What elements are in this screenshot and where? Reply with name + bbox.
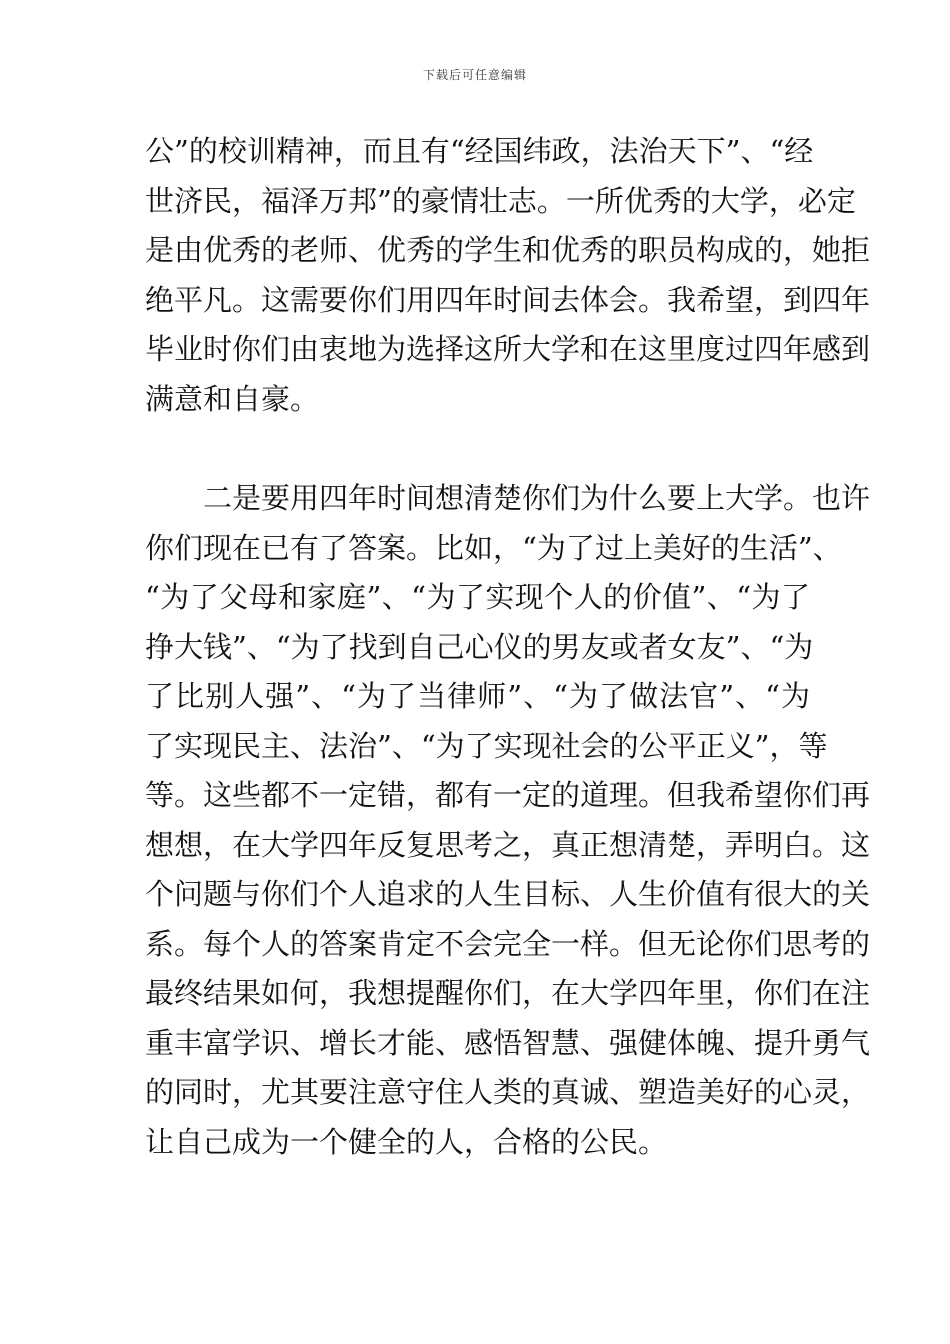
- text-line: 个问题与你们个人追求的人生目标、人生价值有很大的关: [145, 877, 871, 911]
- text-line: 挣大钱”、“为了找到自己心仪的男友或者女友”、“为: [145, 629, 814, 664]
- text-line: “为了父母和家庭”、“为了实现个人的价值”、“为了: [145, 580, 810, 614]
- text-line: 等。这些都不一定错，都有一定的道理。但我希望你们再: [145, 778, 871, 812]
- text-line: 你们现在已有了答案。比如，“为了过上美好的生活”、: [145, 530, 842, 565]
- paragraph-2: [145, 474, 871, 1167]
- text-line: 绝平凡。这需要你们用四年时间去体会。我希望，到四年: [145, 282, 871, 317]
- text-line: 让自己成为一个健全的人，合格的公民。: [145, 1124, 668, 1159]
- text-line: 的同时，尤其要注意守住人类的真诚、塑造美好的心灵，: [145, 1075, 871, 1109]
- text-line: 世济民，福泽万邦”的豪情壮志。一所优秀的大学，必定: [145, 183, 856, 218]
- text-line: 二是要用四年时间想清楚你们为什么要上大学。也许: [203, 481, 871, 515]
- text-line: 了比别人强”、“为了当律师”、“为了做法官”、“为: [145, 679, 810, 713]
- text-line: 了实现民主、法治”、“为了实现社会的公平正义”，等: [145, 728, 828, 763]
- text-line: 最终结果如何，我想提醒你们，在大学四年里，你们在注: [145, 976, 871, 1010]
- text-line: 是由优秀的老师、优秀的学生和优秀的职员构成的，她拒: [145, 233, 871, 267]
- text-line: 想想，在大学四年反复思考之，真正想清楚，弄明白。这: [145, 827, 871, 862]
- text-line: 满意和自豪。: [145, 381, 320, 416]
- text-line: 毕业时你们由衷地为选择这所大学和在这里度过四年感到: [145, 332, 871, 366]
- page-header-note: 下载后可任意编辑: [422, 68, 527, 82]
- paragraph-1: [145, 127, 871, 424]
- text-line: 重丰富学识、增长才能、感悟智慧、强健体魄、提升勇气: [145, 1025, 871, 1060]
- text-line: 系。每个人的答案肯定不会完全一样。但无论你们思考的: [145, 926, 871, 961]
- text-line: 公”的校训精神，而且有“经国纬政，法治天下”、“经: [145, 134, 814, 168]
